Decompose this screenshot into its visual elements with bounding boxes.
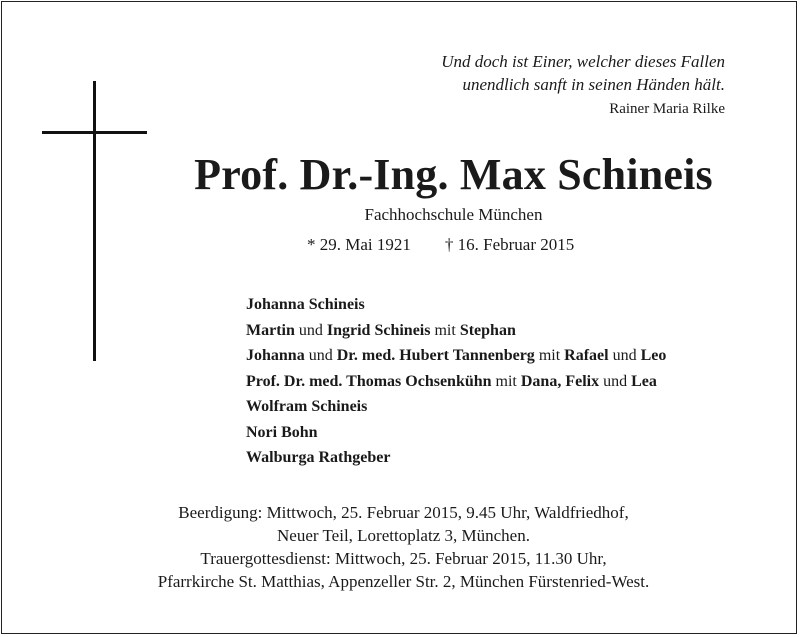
quote-author: Rainer Maria Rilke — [609, 101, 725, 117]
death-date: † 16. Februar 2015 — [444, 235, 575, 254]
funeral-line-4: Pfarrkirche St. Matthias, Appenzeller Str. 2, München Fürstenried-West. — [157, 572, 650, 591]
funeral-line-3: Trauergottesdienst: Mittwoch, 25. Februar 2015, 11.30 Uhr, — [200, 549, 607, 568]
mourner-connector: und — [304, 347, 337, 364]
mourner-line — [246, 318, 666, 344]
mourner-connector: mit — [491, 372, 521, 390]
deceased-name: Prof. Dr.-Ing. Max Schineis — [194, 150, 713, 199]
funeral-line-2: Neuer Teil, Lorettoplatz 3, München. — [277, 526, 530, 545]
mourner-name: Dana, Felix — [520, 372, 600, 390]
funeral-line-1: Beerdigung: Mittwoch, 25. Februar 2015, 9.45 Uhr, Waldfriedhof, — [178, 503, 629, 522]
mourner-name: Rafael — [564, 347, 609, 364]
mourner-name: Prof. Dr. med. Thomas Ochsenkühn — [246, 372, 492, 390]
mourner-line — [246, 292, 666, 318]
mourner-name: Dr. med. Hubert Tannenberg — [336, 347, 535, 364]
life-dates — [307, 235, 574, 255]
quote-line-2: unendlich sanft in seinen Händen hält. — [462, 75, 725, 94]
mourner-name: Martin — [246, 321, 295, 339]
mourner-connector: mit — [430, 321, 460, 339]
mourner-name: Wolfram Schineis — [246, 398, 368, 415]
birth-date: * 29. Mai 1921 — [307, 235, 411, 254]
mourner-connector: und — [599, 372, 632, 390]
mourner-name: Stephan — [459, 321, 516, 339]
mourner-line — [246, 420, 666, 446]
mourner-name: Leo — [640, 347, 667, 364]
mourner-line — [246, 394, 666, 420]
mourner-line — [246, 445, 666, 471]
cross-icon-horizontal-bar — [42, 131, 147, 134]
obituary-frame — [1, 1, 797, 634]
quote-line-1: Und doch ist Einer, welcher dieses Fallen — [441, 52, 725, 71]
mourners-list — [246, 292, 666, 471]
mourner-connector: mit — [534, 347, 565, 364]
funeral-details — [2, 501, 800, 593]
deceased-affiliation: Fachhochschule München — [364, 205, 543, 224]
rilke-quote — [441, 50, 725, 118]
mourner-connector: und — [608, 347, 641, 364]
mourner-name: Walburga Rathgeber — [246, 449, 391, 466]
mourner-name: Johanna — [246, 347, 305, 364]
mourner-line — [246, 369, 666, 395]
mourner-name: Ingrid Schineis — [326, 321, 431, 339]
mourner-line — [246, 343, 666, 369]
mourner-name: Lea — [631, 372, 657, 390]
mourner-name: Johanna Schineis — [246, 296, 365, 313]
mourner-name: Nori Bohn — [246, 423, 318, 441]
mourner-connector: und — [294, 321, 327, 339]
